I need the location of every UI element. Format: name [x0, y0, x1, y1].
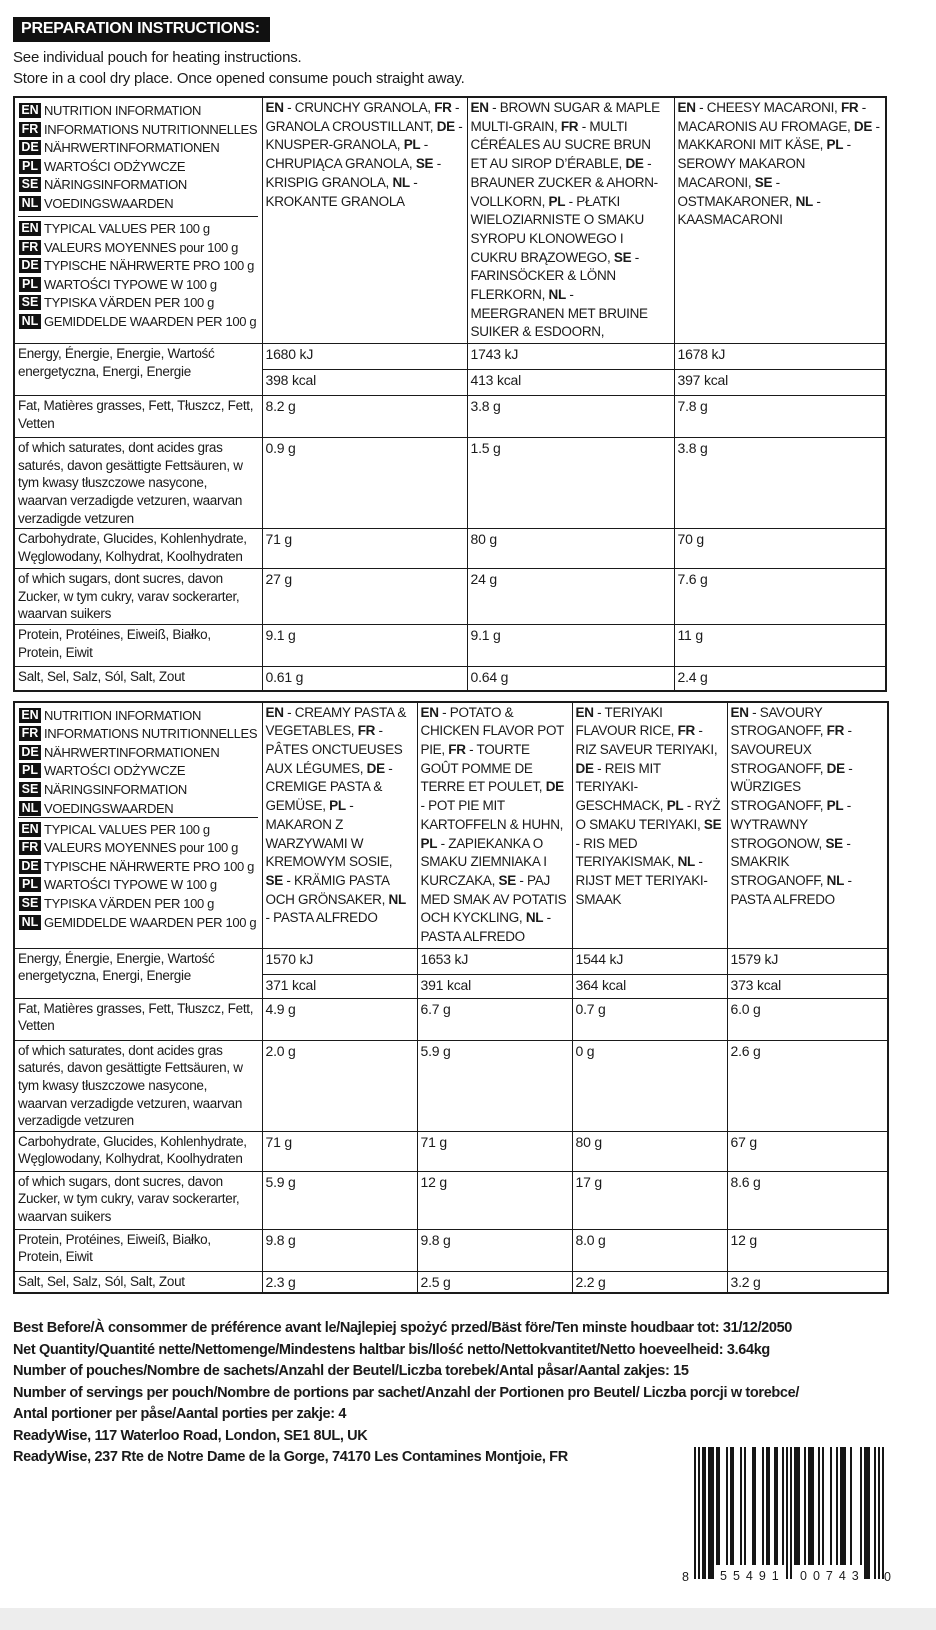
lang-code-badge: PL [19, 277, 41, 292]
lang-code-badge: EN [19, 221, 41, 236]
value-cell: 6.0 g [727, 998, 888, 1040]
lang-label: NÄHRWERTINFORMATIONEN [44, 140, 220, 156]
value-cell: 71 g [262, 1131, 417, 1171]
barcode-digits-group2: 00743 [800, 1569, 865, 1583]
value-cell: 397 kcal [674, 370, 886, 396]
lang-label: NÄRINGSINFORMATION [44, 177, 187, 193]
lang-code: NL [677, 854, 695, 870]
value-cell: 12 g [727, 1229, 888, 1271]
lang-code: FR [677, 723, 695, 739]
lang-code: NL [392, 174, 410, 190]
lang-code-badge: SE [19, 177, 41, 192]
typical-values-header [18, 216, 258, 333]
lang-code-badge: SE [19, 896, 41, 911]
lang-code-badge: PL [19, 877, 41, 892]
typical-values-header [18, 817, 258, 930]
lang-code: DE [575, 760, 594, 776]
lang-line [19, 781, 258, 800]
value-cell: 7.6 g [674, 569, 886, 625]
nutrient-label-salt: Salt, Sel, Salz, Sól, Salt, Zout [14, 1271, 262, 1293]
lang-label: TYPISCHE NÄHRWERTE PRO 100 g [44, 258, 255, 274]
lang-label: VOEDINGSWAARDEN [44, 800, 174, 816]
lang-code: DE [853, 118, 873, 134]
lang-line [19, 276, 258, 295]
value-cell: 17 g [572, 1171, 727, 1229]
lang-label: GEMIDDELDE WAARDEN PER 100 g [44, 313, 257, 329]
lang-code: PL [420, 835, 438, 851]
lang-code-badge: SE [19, 295, 41, 310]
lang-code: FR [434, 100, 452, 115]
lang-label: TYPISKA VÄRDEN PER 100 g [44, 895, 215, 911]
lang-code-badge: DE [19, 745, 41, 760]
lang-line [19, 858, 258, 877]
value-cell: 1.5 g [467, 438, 674, 529]
value-cell: 24 g [467, 569, 674, 625]
lang-code-badge: PL [19, 159, 41, 174]
lang-code: FR [448, 742, 466, 758]
value-cell: 1653 kJ [417, 948, 572, 974]
lang-line [19, 294, 258, 313]
value-cell: 0.9 g [262, 438, 467, 529]
lang-line [19, 839, 258, 858]
lang-label: TYPISCHE NÄHRWERTE PRO 100 g [44, 858, 255, 874]
prep-line-2: Store in a cool dry place. Once opened consume pouch straight away. [13, 70, 465, 87]
lang-line [19, 895, 258, 914]
lang-code: PL [403, 137, 421, 153]
value-cell: 2.0 g [262, 1040, 417, 1131]
lang-line [19, 121, 258, 140]
lang-code: EN [470, 100, 489, 115]
value-cell: 0.7 g [572, 998, 727, 1040]
nutrient-label-saturates: of which saturates, dont acides gras saturés, davon gesättigte Fettsäuren, w tym kwasy tłuszczowe nasycone, waarvan verzadigde vetzuren, waarvan verzadigde vetzuren [14, 438, 262, 529]
lang-code: FR [840, 100, 859, 115]
lang-code-badge: SE [19, 782, 41, 797]
value-cell: 4.9 g [262, 998, 417, 1040]
pouch-count-line: Number of pouches/Nombre de sachets/Anzahl der Beutel/Liczba torebek/Antal påsar/Aantal zakjes: 15 [13, 1363, 689, 1380]
lang-label: WARTOŚCI ODŻYWCZE [44, 158, 186, 174]
lang-code: DE [366, 760, 385, 776]
lang-label: NÄRINGSINFORMATION [44, 781, 187, 797]
table1-language-header-cell [14, 97, 262, 344]
value-cell: 1579 kJ [727, 948, 888, 974]
nutrient-label-carbohydrate: Carbohydrate, Glucides, Kohlenhydrate, Węglowodany, Kolhydrat, Koolhydraten [14, 529, 262, 569]
lang-code-badge: NL [19, 314, 41, 329]
lang-label: INFORMATIONS NUTRITIONNELLES [44, 121, 258, 137]
product-cell-pot-pie: EN - POTATO & CHICKEN FLAVOR POT PIE, FR - TOURTE GOÛT POMME DE TERRE ET POULET, DE - POT PIE MIT KARTOFFELN & HUHN, PL - ZAPIEKANKA O SMAKU ZIEMNIAKA I KURCZAKA, SE - PAJ MED SMAK AV POTATIS OCH KYCKLING, NL - PASTA ALFREDO [417, 702, 572, 949]
lang-label: VALEURS MOYENNES pour 100 g [44, 840, 239, 856]
lang-code: SE [754, 174, 773, 190]
value-cell: 27 g [262, 569, 467, 625]
value-cell: 5.9 g [417, 1040, 572, 1131]
lang-label: WARTOŚCI ODŻYWCZE [44, 763, 186, 779]
lang-code-badge: NL [19, 915, 41, 930]
lang-code: FR [357, 723, 376, 739]
lang-label: TYPICAL VALUES PER 100 g [44, 821, 210, 837]
product-cell-stroganoff: EN - SAVOURY STROGANOFF, FR - SAVOUREUX STROGANOFF, DE - WÜRZIGES STROGANOFF, PL - WYTRAWNY STROGONOW, SE - SMAKRIK STROGANOFF, NL - PASTA ALFREDO [727, 702, 888, 949]
value-cell: 0.64 g [467, 667, 674, 691]
lang-label: NUTRITION INFORMATION [44, 707, 202, 723]
value-cell: 2.5 g [417, 1271, 572, 1293]
lang-code-badge: FR [19, 122, 41, 137]
lang-code: FR [560, 118, 579, 134]
value-cell: 1743 kJ [467, 344, 674, 370]
lang-line [19, 707, 258, 726]
nutrient-label-sugars: of which sugars, dont sucres, davon Zucker, w tym cukry, varav sockerarter, waarvan suikers [14, 569, 262, 625]
lang-code: SE [415, 156, 434, 172]
value-cell: 391 kcal [417, 974, 572, 998]
lang-code-badge: EN [19, 822, 41, 837]
lang-code-badge: FR [19, 240, 41, 255]
lang-code: DE [826, 760, 845, 776]
value-cell: 11 g [674, 625, 886, 667]
lang-code-badge: NL [19, 801, 41, 816]
lang-code-badge: FR [19, 840, 41, 855]
lang-code-badge: FR [19, 726, 41, 741]
value-cell: 9.1 g [262, 625, 467, 667]
nutrient-label-sugars: of which sugars, dont sucres, davon Zucker, w tym cukry, varav sockerarter, waarvan suikers [14, 1171, 262, 1229]
nutrition-table-2 [13, 701, 889, 1295]
lang-label: WARTOŚCI TYPOWE W 100 g [44, 877, 217, 893]
address-fr-line: ReadyWise, 237 Rte de Notre Dame de la Gorge, 74170 Les Contamines Montjoie, FR [13, 1449, 568, 1466]
lang-line [19, 195, 258, 214]
page-bottom-edge [0, 1608, 936, 1630]
value-cell: 2.3 g [262, 1271, 417, 1293]
lang-code-badge: DE [19, 140, 41, 155]
nutrient-label-fat: Fat, Matières grasses, Fett, Tłuszcz, Fett, Vetten [14, 998, 262, 1040]
lang-code-badge: NL [19, 196, 41, 211]
nutrient-label-salt: Salt, Sel, Salz, Sól, Salt, Zout [14, 667, 262, 691]
lang-code-badge: EN [19, 708, 41, 723]
value-cell: 71 g [417, 1131, 572, 1171]
lang-label: VALEURS MOYENNES pour 100 g [44, 239, 239, 255]
nutrient-label-fat: Fat, Matières grasses, Fett, Tłuszcz, Fett, Vetten [14, 396, 262, 438]
value-cell: 1544 kJ [572, 948, 727, 974]
lang-code: SE [265, 872, 283, 888]
value-cell: 3.8 g [467, 396, 674, 438]
lang-line [19, 762, 258, 781]
lang-code: DE [625, 156, 644, 172]
lang-label: TYPICAL VALUES PER 100 g [44, 221, 210, 236]
lang-code: PL [548, 193, 566, 209]
lang-label: TYPISKA VÄRDEN PER 100 g [44, 295, 215, 311]
lang-label: NÄHRWERTINFORMATIONEN [44, 744, 220, 760]
lang-code: NL [548, 287, 566, 303]
value-cell: 67 g [727, 1131, 888, 1171]
nutrient-label-protein: Protein, Protéines, Eiweiß, Białko, Protein, Eiwit [14, 1229, 262, 1271]
barcode-digit-left: 8 [682, 1570, 689, 1584]
lang-code: PL [666, 798, 684, 814]
value-cell: 9.8 g [417, 1229, 572, 1271]
value-cell: 5.9 g [262, 1171, 417, 1229]
value-cell: 3.2 g [727, 1271, 888, 1293]
lang-code-badge: DE [19, 859, 41, 874]
product-cell-teriyaki-rice: EN - TERIYAKI FLAVOUR RICE, FR - RIZ SAVEUR TERIYAKI, DE - REIS MIT TERIYAKI-GESCHMACK, PL - RYŻ O SMAKU TERIYAKI, SE - RIS MED TERIYAKISMAK, NL - RIJST MET TERIYAKI-SMAAK [572, 702, 727, 949]
lang-line [19, 914, 258, 930]
lang-code: SE [613, 249, 632, 265]
value-cell: 0 g [572, 1040, 727, 1131]
lang-code: NL [388, 891, 406, 907]
product-cell-crunchy-granola: EN - CRUNCHY GRANOLA, FR - GRANOLA CROUSTILLANT, DE - KNUSPER-GRANOLA, PL - CHRUPIĄCA GRANOLA, SE - KRISPIG GRANOLA, NL - KROKANTE GRANOLA [262, 97, 467, 344]
lang-line [19, 239, 258, 258]
value-cell: 2.2 g [572, 1271, 727, 1293]
value-cell: 2.4 g [674, 667, 886, 691]
lang-code: PL [329, 798, 346, 814]
servings-per-pouch-line-2: Antal portioner per påse/Aantal porties per zakje: 4 [13, 1406, 347, 1423]
lang-label: INFORMATIONS NUTRITIONNELLES [44, 726, 258, 742]
lang-code-badge: DE [19, 258, 41, 273]
lang-code: PL [826, 137, 844, 153]
lang-label: NUTRITION INFORMATION [44, 103, 202, 118]
value-cell: 371 kcal [262, 974, 417, 998]
nutrient-label-saturates: of which saturates, dont acides gras saturés, davon gesättigte Fettsäuren, w tym kwasy tłuszczowe nasycone, waarvan verzadigde vetzuren, waarvan verzadigde vetzuren [14, 1040, 262, 1131]
nutrient-label-energy: Energy, Énergie, Energie, Wartość energetyczna, Energi, Energie [14, 344, 262, 396]
prep-line-1: See individual pouch for heating instructions. [13, 49, 302, 66]
nutrition-information-header [18, 704, 258, 817]
best-before-line: Best Before/À consommer de préférence avant le/Najlepiej spożyć przed/Bäst före/Ten minste houdbaar tot: 31/12/2050 [13, 1320, 792, 1337]
lang-line [19, 313, 258, 332]
value-cell: 71 g [262, 529, 467, 569]
lang-line [19, 176, 258, 195]
address-uk-line: ReadyWise, 117 Waterloo Road, London, SE1 8UL, UK [13, 1427, 368, 1444]
lang-line [19, 876, 258, 895]
lang-code: NL [525, 910, 544, 926]
value-cell: 70 g [674, 529, 886, 569]
lang-line [19, 139, 258, 158]
value-cell: 8.2 g [262, 396, 467, 438]
value-cell: 6.7 g [417, 998, 572, 1040]
value-cell: 0.61 g [262, 667, 467, 691]
nutrient-label-energy: Energy, Énergie, Energie, Wartość energetyczna, Energi, Energie [14, 948, 262, 998]
preparation-instructions-title: PREPARATION INSTRUCTIONS: [13, 17, 270, 42]
lang-code: EN [265, 704, 284, 720]
lang-line [19, 102, 258, 121]
product-cell-cheesy-macaroni: EN - CHEESY MACARONI, FR - MACARONIS AU FROMAGE, DE - MAKKARONI MIT KÄSE, PL - SEROWY MAKARON MACARONI, SE - OSTMAKARONER, NL - KAASMACARONI [674, 97, 886, 344]
servings-per-pouch-line-1: Number of servings per pouch/Nombre de portions par sachet/Anzahl der Portionen pro Beutel/ Liczba porcji w torebce/ [13, 1384, 800, 1401]
lang-code: PL [826, 798, 844, 814]
lang-code: NL [826, 872, 845, 888]
lang-line [19, 725, 258, 744]
lang-code: EN [575, 704, 594, 720]
lang-code: EN [677, 100, 696, 115]
lang-code: SE [703, 816, 722, 832]
lang-code: DE [436, 118, 455, 134]
lang-code: DE [545, 779, 564, 795]
value-cell: 7.8 g [674, 396, 886, 438]
lang-code-badge: PL [19, 763, 41, 778]
value-cell: 8.6 g [727, 1171, 888, 1229]
barcode-digit-right: 0 [884, 1570, 891, 1584]
lang-line [19, 257, 258, 276]
value-cell: 364 kcal [572, 974, 727, 998]
lang-code: FR [826, 723, 845, 739]
lang-line [19, 744, 258, 763]
lang-code: EN [420, 704, 439, 720]
value-cell: 1680 kJ [262, 344, 467, 370]
lang-code: SE [825, 835, 843, 851]
lang-code-badge: EN [19, 103, 41, 118]
value-cell: 9.1 g [467, 625, 674, 667]
lang-code: SE [498, 872, 516, 888]
lang-code: EN [265, 100, 284, 115]
value-cell: 398 kcal [262, 370, 467, 396]
lang-line [19, 158, 258, 177]
value-cell: 373 kcal [727, 974, 888, 998]
barcode-digits-group1: 55491 [720, 1569, 785, 1583]
lang-label: GEMIDDELDE WAARDEN PER 100 g [44, 914, 257, 930]
lang-label: VOEDINGSWAARDEN [44, 195, 174, 211]
value-cell: 3.8 g [674, 438, 886, 529]
value-cell: 1570 kJ [262, 948, 417, 974]
value-cell: 1678 kJ [674, 344, 886, 370]
nutrition-table-1 [13, 96, 887, 692]
lang-line [19, 220, 258, 239]
lang-code: NL [795, 193, 813, 209]
lang-code: EN [730, 704, 749, 720]
value-cell: 2.6 g [727, 1040, 888, 1131]
value-cell: 8.0 g [572, 1229, 727, 1271]
value-cell: 80 g [467, 529, 674, 569]
product-cell-creamy-pasta: EN - CREAMY PASTA & VEGETABLES, FR - PÂTES ONCTUEUSES AUX LÉGUMES, DE - CREMIGE PASTA & GEMÜSE, PL - MAKARON Z WARZYWAMI W KREMOWYM SOSIE, SE - KRÄMIG PASTA OCH GRÖNSAKER, NL - PASTA ALFREDO [262, 702, 417, 949]
nutrient-label-protein: Protein, Protéines, Eiweiß, Białko, Protein, Eiwit [14, 625, 262, 667]
nutrient-label-carbohydrate: Carbohydrate, Glucides, Kohlenhydrate, Węglowodany, Kolhydrat, Koolhydraten [14, 1131, 262, 1171]
product-cell-brown-sugar-maple: EN - BROWN SUGAR & MAPLE MULTI-GRAIN, FR - MULTI CÉRÉALES AU SUCRE BRUN ET AU SIROP D’ÉRABLE, DE - BRAUNER ZUCKER & AHORN-VOLLKORN, PL - PŁATKI WIELOZIARNISTE O SMAKU SYROPU KLONOWEGO I CUKRU BRĄZOWEGO, SE - FARINSÖCKER & LÖNN FLERKORN, NL - MEERGRANEN MET BRUINE SUIKER & ESDOORN, [467, 97, 674, 344]
lang-line [19, 821, 258, 840]
barcode [684, 1447, 890, 1595]
value-cell: 413 kcal [467, 370, 674, 396]
barcode-bars [694, 1447, 884, 1579]
lang-label: WARTOŚCI TYPOWE W 100 g [44, 276, 217, 292]
net-quantity-line: Net Quantity/Quantité nette/Nettomenge/Mindestens haltbar bis/Ilość netto/Nettokvantitet/Netto hoeveelheid: 3.64kg [13, 1341, 770, 1358]
nutrition-information-header [18, 99, 258, 216]
table2-language-header-cell [14, 702, 262, 949]
value-cell: 80 g [572, 1131, 727, 1171]
value-cell: 12 g [417, 1171, 572, 1229]
lang-line [19, 800, 258, 817]
value-cell: 9.8 g [262, 1229, 417, 1271]
